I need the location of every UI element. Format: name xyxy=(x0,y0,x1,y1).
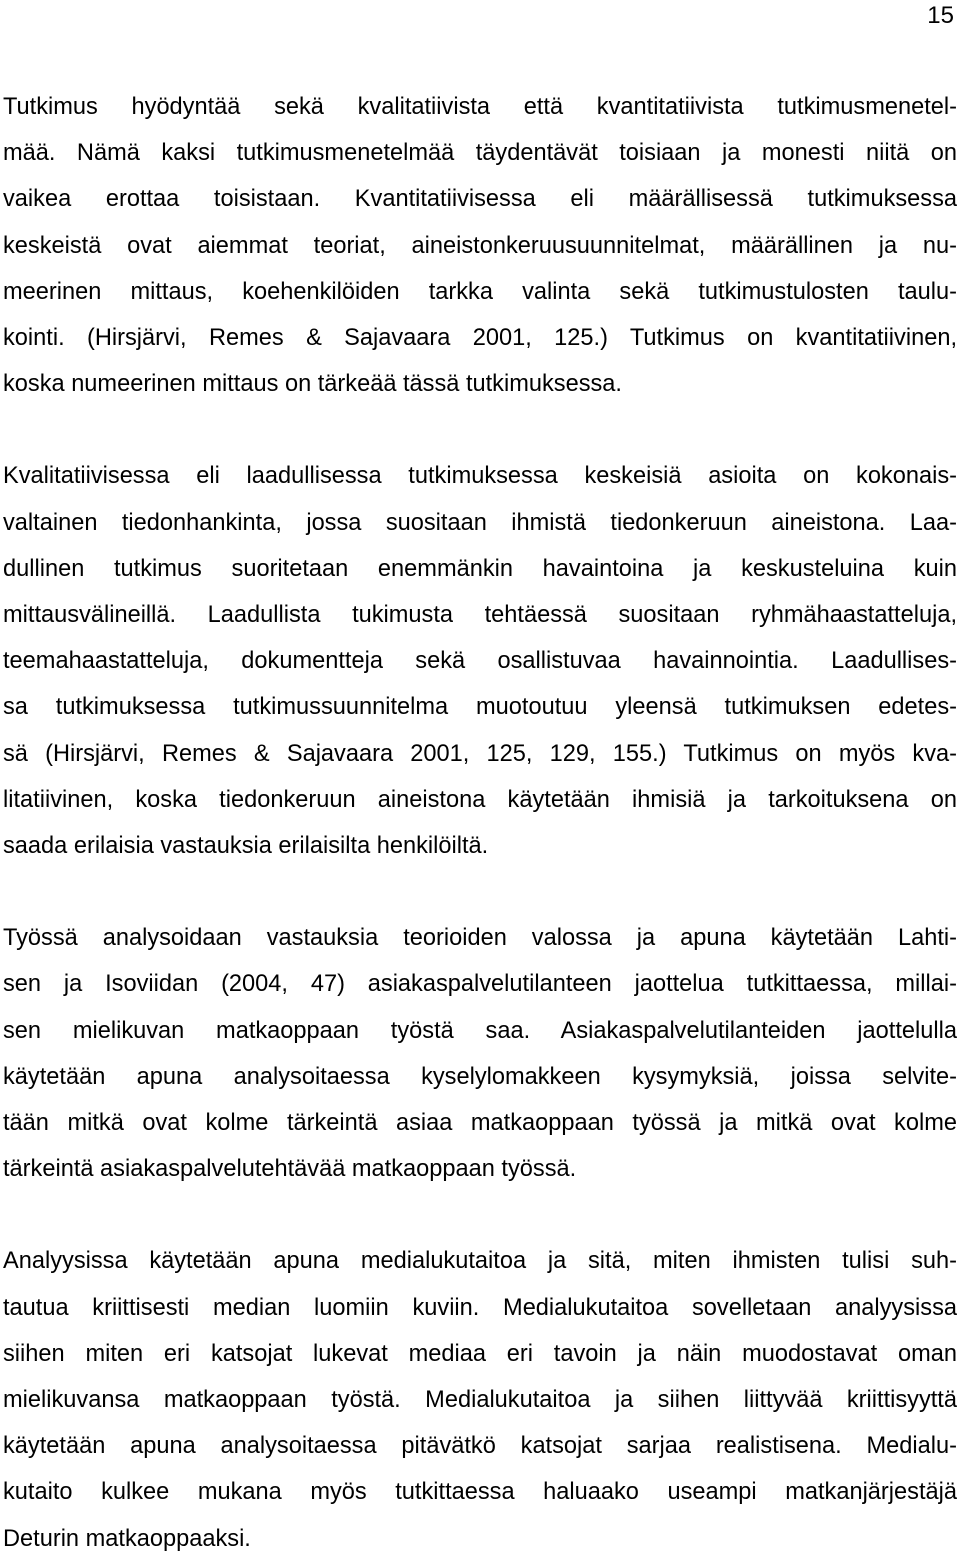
text-line: koska numeerinen mittaus on tärkeää tässä tutkimuksessa. xyxy=(3,371,622,398)
paragraph-qualitative xyxy=(3,453,957,869)
text-line: kointi. (Hirsjärvi, Remes & Sajavaara 2001, 125.) Tutkimus on kvantitatiivinen, xyxy=(3,325,957,352)
text-line: käytetään apuna analysoitaessa pitävätkö katsojat sarjaa realistisena. Medialu- xyxy=(3,1433,957,1460)
text-line: vaikea erottaa toisistaan. Kvantitatiivisessa eli määrällisessä tutkimuksessa xyxy=(3,186,957,213)
text-line: tään mitkä ovat kolme tärkeintä asiaa matkaoppaan työssä ja mitkä ovat kolme xyxy=(3,1110,957,1137)
text-line: dullinen tutkimus suoritetaan enemmänkin havaintoina ja keskusteluina kuin xyxy=(3,555,957,582)
paragraph-spacer xyxy=(3,1192,957,1238)
paragraph-spacer xyxy=(3,407,957,453)
text-line: keskeistä ovat aiemmat teoriat, aineistonkeruusuunnitelmat, määrällinen ja nu- xyxy=(3,232,957,259)
text-line: Tutkimus hyödyntää sekä kvalitatiivista että kvantitatiivista tutkimusmenetel- xyxy=(3,94,957,120)
text-line: kutaito kulkee mukana myös tutkittaessa haluaako useampi matkanjärjestäjä xyxy=(3,1479,957,1506)
page-number: 15 xyxy=(927,2,954,29)
paragraph-research-methods xyxy=(3,84,957,407)
paragraph-media-literacy xyxy=(3,1238,957,1561)
text-line: mielikuvansa matkaoppaan työstä. Medialukutaitoa ja siihen liittyvää kriittisyyttä xyxy=(3,1387,957,1414)
text-line: mittausvälineillä. Laadullista tukimusta tehtäessä suositaan ryhmähaastatteluja, xyxy=(3,602,957,629)
paragraph-analysis-theory xyxy=(3,915,957,1192)
text-line: tärkeintä asiakaspalvelutehtävää matkaoppaan työssä. xyxy=(3,1156,577,1183)
text-line: valtainen tiedonhankinta, jossa suositaan ihmistä tiedonkeruun aineistona. Laa- xyxy=(3,509,957,536)
text-line: sen mielikuvan matkaoppaan työstä saa. Asiakaspalvelutilanteiden jaottelulla xyxy=(3,1017,957,1044)
text-line: saada erilaisia vastauksia erilaisilta henkilöiltä. xyxy=(3,833,489,860)
text-line: meerinen mittaus, koehenkilöiden tarkka valinta sekä tutkimustulosten taulu- xyxy=(3,278,957,305)
text-line: tautua kriittisesti median luomiin kuviin. Medialukutaitoa sovelletaan analyysissa xyxy=(3,1294,957,1321)
text-line: Työssä analysoidaan vastauksia teorioiden valossa ja apuna käytetään Lahti- xyxy=(3,925,957,952)
body-text xyxy=(3,84,957,1562)
paragraph-spacer xyxy=(3,869,957,915)
text-line: sa tutkimuksessa tutkimussuunnitelma muotoutuu yleensä tutkimuksen edetes- xyxy=(3,694,957,721)
text-line: Analyysissa käytetään apuna medialukutaitoa ja sitä, miten ihmisten tulisi suh- xyxy=(3,1248,957,1275)
text-line: siihen miten eri katsojat lukevat mediaa eri tavoin ja näin muodostavat oman xyxy=(3,1340,957,1367)
text-line: teemahaastatteluja, dokumentteja sekä osallistuvaa havainnointia. Laadullises- xyxy=(3,648,957,675)
text-line: litatiivinen, koska tiedonkeruun aineistona käytetään ihmisiä ja tarkoituksena on xyxy=(3,786,957,813)
text-line: Kvalitatiivisessa eli laadullisessa tutkimuksessa keskeisiä asioita on kokonais- xyxy=(3,463,957,490)
text-line: käytetään apuna analysoitaessa kyselylomakkeen kysymyksiä, joissa selvite- xyxy=(3,1063,957,1090)
text-line: sen ja Isoviidan (2004, 47) asiakaspalvelutilanteen jaottelua tutkittaessa, millai- xyxy=(3,971,957,998)
text-line: Deturin matkaoppaaksi. xyxy=(3,1525,251,1552)
text-line: sä (Hirsjärvi, Remes & Sajavaara 2001, 125, 129, 155.) Tutkimus on myös kva- xyxy=(3,740,957,767)
text-line: mää. Nämä kaksi tutkimusmenetelmää täydentävät toisiaan ja monesti niitä on xyxy=(3,140,957,167)
